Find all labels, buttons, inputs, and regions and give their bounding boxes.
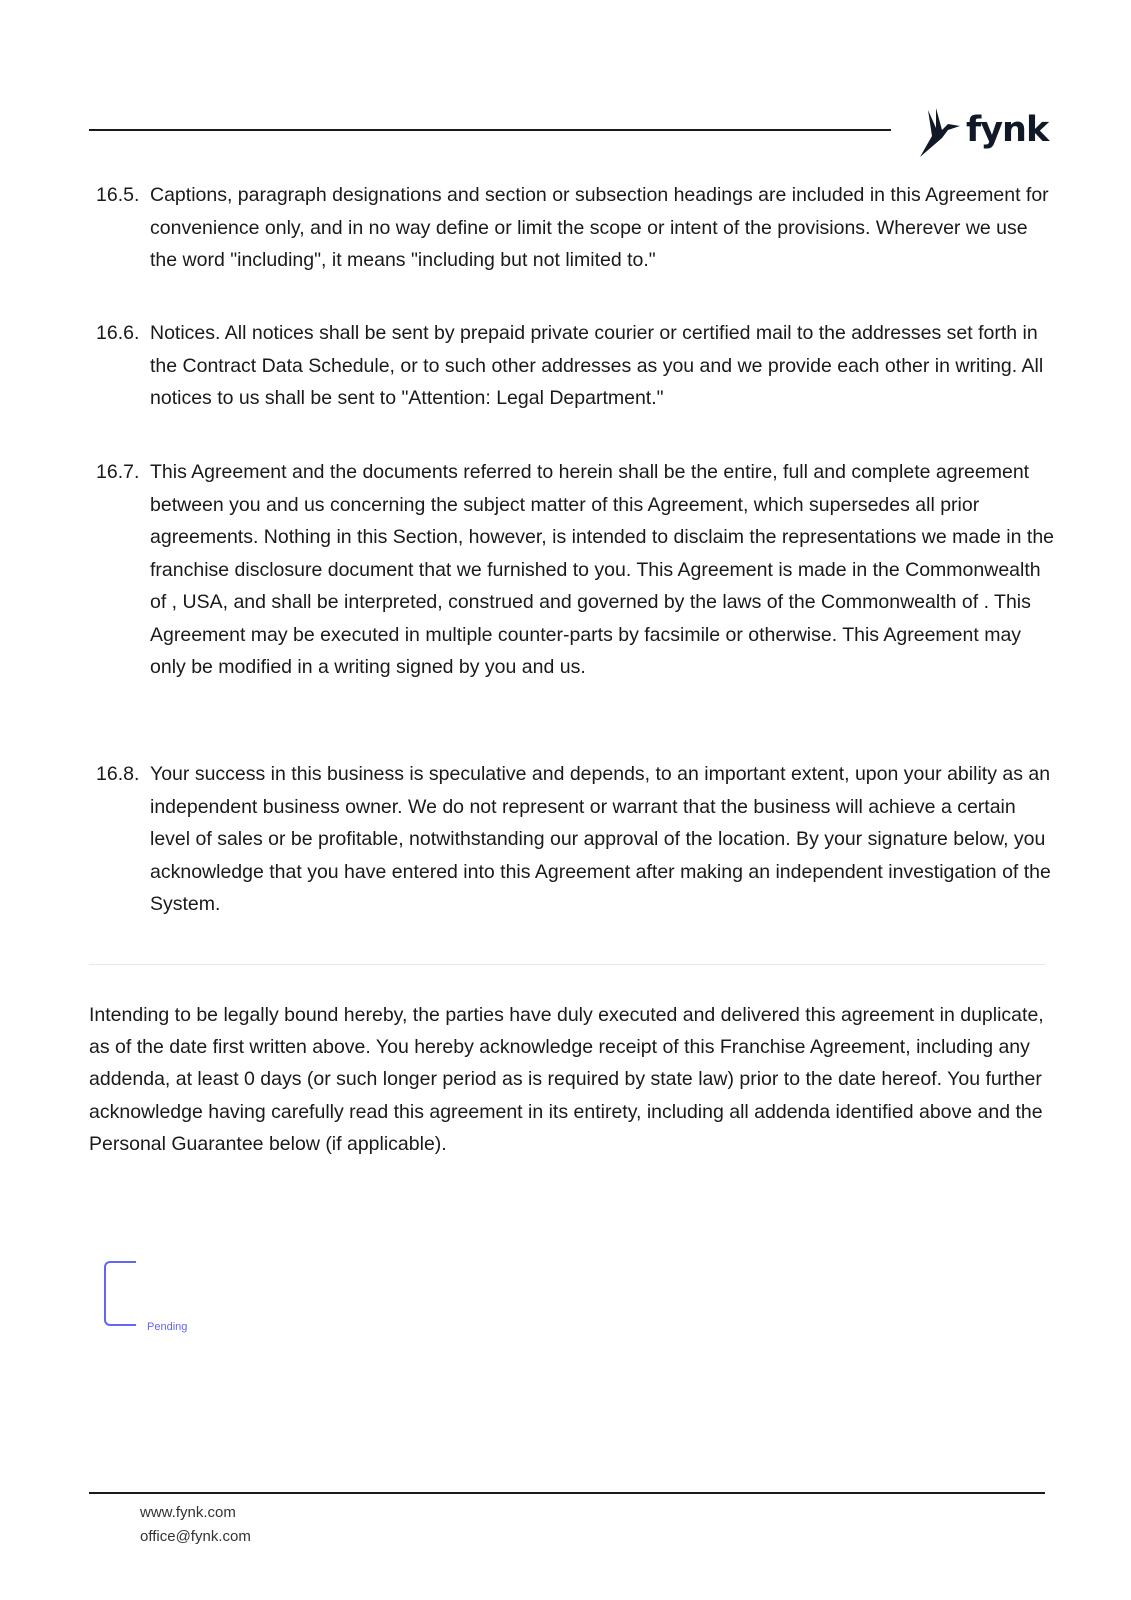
- clause-number: 16.6.: [96, 322, 140, 344]
- clause-text: Captions, paragraph designations and section or subsection headings are included in this Agreement for convenience only, and in no way define or limit the scope or intent of the provisions. Wherever we use the word "including", it means "including but not limited to.": [150, 184, 1049, 271]
- closing-paragraph: Intending to be legally bound hereby, the parties have duly executed and delivered this agreement in duplicate, as of the date first written above. You hereby acknowledge receipt of this Franchise Agreement, including any addenda, at least 0 days (or such longer period as is required by state law) prior to the date hereof. You further acknowledge having carefully read this agreement in its entirety, including all addenda identified above and the Personal Guarantee below (if applicable).: [89, 1004, 1044, 1155]
- section-divider: [89, 964, 1045, 965]
- clause-16-6: [96, 317, 1056, 415]
- header-rule: [89, 129, 891, 131]
- brand-name: fynk: [966, 110, 1049, 150]
- bird-logo-icon: [918, 106, 962, 158]
- clause-16-7: [96, 456, 1056, 684]
- clause-number: 16.7.: [96, 461, 140, 483]
- clause-16-8: [96, 758, 1056, 921]
- clause-16-5: [96, 179, 1056, 277]
- clause-text: Your success in this business is speculative and depends, to an important extent, upon your ability as an independent business owner. We do not represent or warrant that the business will achieve a certain level of sales or be profitable, notwithstanding our approval of the location. By your signature below, you acknowledge that you have entered into this Agreement after making an independent investigation of the System.: [150, 763, 1051, 915]
- footer-email[interactable]: office@fynk.com: [140, 1528, 251, 1545]
- footer-rule: [89, 1492, 1045, 1494]
- clause-number: 16.8.: [96, 763, 140, 785]
- clause-text: Notices. All notices shall be sent by prepaid private courier or certified mail to the addresses set forth in the Contract Data Schedule, or to such other addresses as you and we provide each other in writing. All notices to us shall be sent to "Attention: Legal Department.": [150, 322, 1044, 409]
- footer-website[interactable]: www.fynk.com: [140, 1504, 236, 1521]
- signature-field[interactable]: [104, 1261, 136, 1326]
- clause-text: This Agreement and the documents referred to herein shall be the entire, full and complete agreement between you and us concerning the subject matter of this Agreement, which supersedes all prior agreements. Nothing in this Section, however, is intended to disclaim the representations we made in the franchise disclosure document that we furnished to you. This Agreement is made in the Commonwealth of , USA, and shall be interpreted, construed and governed by the laws of the Commonwealth of . This Agreement may be executed in multiple counter-parts by facsimile or otherwise. This Agreement may only be modified in a writing signed by you and us.: [150, 461, 1055, 678]
- signature-status: Pending: [147, 1321, 188, 1333]
- clause-number: 16.5.: [96, 184, 140, 206]
- brand-logo: [918, 104, 1048, 160]
